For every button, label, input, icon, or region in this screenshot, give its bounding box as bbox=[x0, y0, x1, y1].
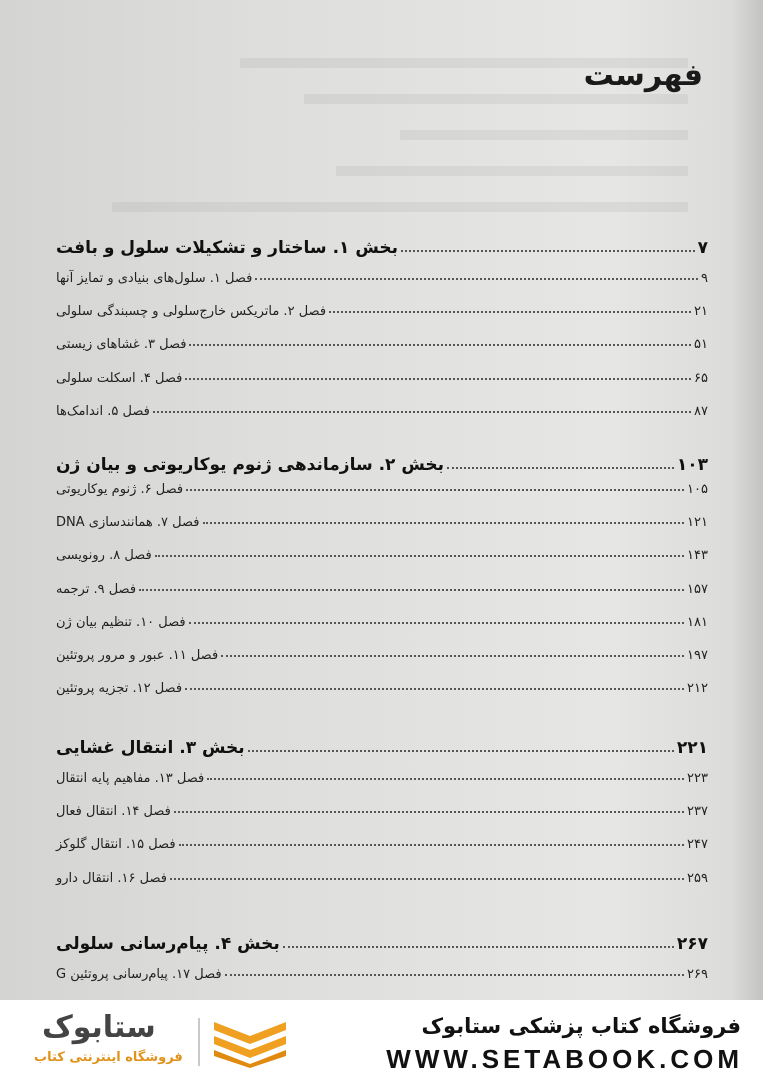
toc-chapter bbox=[54, 672, 708, 696]
chapter-title: فصل ۱۳. مفاهیم پایه انتقال bbox=[56, 771, 205, 786]
chapter-title: فصل ۱۱. عبور و مرور پروتئین bbox=[56, 648, 219, 663]
leader-dots bbox=[179, 844, 685, 846]
page-number: ۱۹۷ bbox=[687, 648, 708, 663]
book-stack-icon bbox=[210, 1016, 290, 1068]
leader-dots bbox=[153, 411, 691, 413]
page-number: ۹ bbox=[701, 271, 708, 286]
logo-text: ستابوک bbox=[42, 1010, 156, 1045]
leader-dots bbox=[401, 250, 695, 252]
toc-part bbox=[54, 734, 708, 758]
page-number: ۲۲۳ bbox=[687, 771, 708, 786]
page-number: ۱۴۳ bbox=[687, 548, 708, 564]
chapter-title: فصل ۹. ترجمه bbox=[56, 581, 137, 597]
page-number: ۲۱ bbox=[694, 304, 708, 320]
leader-dots bbox=[185, 378, 691, 380]
chapter-title: فصل ۸. رونویسی bbox=[56, 548, 152, 564]
toc-chapter bbox=[54, 395, 708, 419]
leader-dots bbox=[329, 311, 691, 313]
toc-chapter bbox=[54, 762, 708, 786]
page-number: ۱۰۳ bbox=[676, 455, 708, 475]
toc-chapter bbox=[54, 573, 708, 597]
leader-dots bbox=[203, 522, 685, 524]
leader-dots bbox=[185, 688, 684, 690]
shop-url: WWW.SETABOOK.COM bbox=[386, 1044, 743, 1074]
part-title: بخش ۱. ساختار و تشکیلات سلول و بافت bbox=[56, 238, 399, 258]
chapter-title: فصل ۲. ماتریکس خارج‌سلولی و چسبندگی سلولی bbox=[56, 304, 327, 320]
toc-chapter bbox=[54, 828, 708, 852]
page-number: ۱۵۷ bbox=[687, 581, 708, 597]
leader-dots bbox=[186, 489, 684, 491]
toc-chapter bbox=[54, 606, 708, 630]
toc-part bbox=[54, 234, 708, 258]
leader-dots bbox=[207, 778, 684, 780]
toc-part bbox=[54, 930, 708, 954]
part-title: بخش ۴. پیام‌رسانی سلولی bbox=[56, 934, 280, 954]
toc-chapter bbox=[54, 862, 708, 886]
chapter-title: فصل ۱۵. انتقال گلوکز bbox=[56, 837, 176, 853]
page-number: ۸۷ bbox=[694, 403, 708, 419]
page-number: ۱۰۵ bbox=[687, 482, 708, 497]
chapter-title: فصل ۱. سلول‌های بنیادی و تمایز آنها bbox=[56, 271, 253, 286]
chapter-title: فصل ۱۰. تنظیم بیان ژن bbox=[56, 614, 186, 630]
toc-chapter bbox=[54, 639, 708, 663]
setabook-logo bbox=[20, 1010, 290, 1072]
page-number: ۲۵۹ bbox=[687, 870, 708, 886]
page-number: ۲۱۲ bbox=[687, 681, 708, 697]
toc-chapter bbox=[54, 506, 708, 530]
leader-dots bbox=[174, 811, 684, 813]
leader-dots bbox=[248, 750, 674, 752]
leader-dots bbox=[155, 555, 684, 557]
shop-name: فروشگاه کتاب پزشکی ستابوک bbox=[421, 1014, 741, 1038]
logo-divider bbox=[198, 1018, 200, 1066]
leader-dots bbox=[225, 974, 684, 976]
leader-dots bbox=[221, 655, 684, 657]
page-number: ۲۴۷ bbox=[687, 837, 708, 853]
chapter-title: فصل ۱۴. انتقال فعال bbox=[56, 804, 171, 820]
leader-dots bbox=[170, 878, 684, 880]
chapter-title: فصل ۵. اندامک‌ها bbox=[56, 403, 150, 419]
leader-dots bbox=[189, 622, 684, 624]
chapter-title: فصل ۱۷. پیام‌رسانی پروتئین G bbox=[56, 967, 222, 982]
toc-chapter bbox=[54, 362, 708, 386]
page-number: ۲۲۱ bbox=[676, 738, 708, 758]
leader-dots bbox=[189, 344, 691, 346]
logo-subtitle: فروشگاه اینترنتی کتاب bbox=[34, 1050, 183, 1065]
chapter-title: فصل ۶. ژنوم یوکاریوتی bbox=[56, 482, 184, 497]
leader-dots bbox=[447, 467, 674, 469]
toc-chapter bbox=[54, 795, 708, 819]
page-number: ۲۶۷ bbox=[676, 934, 708, 954]
page-number: ۱۲۱ bbox=[687, 515, 708, 531]
part-title: بخش ۲. سازماندهی ژنوم یوکاریوتی و بیان ژن bbox=[56, 455, 445, 475]
chapter-title: فصل ۱۶. انتقال دارو bbox=[56, 870, 167, 886]
page-number: ۲۶۹ bbox=[687, 967, 708, 982]
toc-chapter bbox=[54, 295, 708, 319]
leader-dots bbox=[255, 278, 698, 280]
page-number: ۷ bbox=[697, 238, 708, 258]
page-number: ۲۳۷ bbox=[687, 804, 708, 820]
part-title: بخش ۳. انتقال غشایی bbox=[56, 738, 245, 758]
leader-dots bbox=[139, 589, 684, 591]
toc-chapter bbox=[54, 473, 708, 497]
page-edge-shadow bbox=[731, 0, 763, 1000]
toc-title: فهرست bbox=[583, 58, 703, 93]
toc-chapter bbox=[54, 539, 708, 563]
chapter-title: فصل ۴. اسکلت سلولی bbox=[56, 370, 183, 386]
chapter-title: فصل ۷. همانندسازی DNA bbox=[56, 515, 200, 531]
toc-chapter bbox=[54, 262, 708, 286]
chapter-title: فصل ۱۲. تجزیه پروتئین bbox=[56, 681, 183, 697]
page-number: ۶۵ bbox=[694, 370, 708, 386]
toc-part bbox=[54, 451, 708, 475]
page-number: ۵۱ bbox=[694, 337, 708, 353]
chapter-title: فصل ۳. غشاهای زیستی bbox=[56, 337, 187, 353]
watermark-banner bbox=[0, 1000, 763, 1080]
toc-chapter bbox=[54, 328, 708, 352]
toc-chapter bbox=[54, 958, 708, 982]
page-number: ۱۸۱ bbox=[687, 614, 708, 630]
leader-dots bbox=[283, 946, 674, 948]
